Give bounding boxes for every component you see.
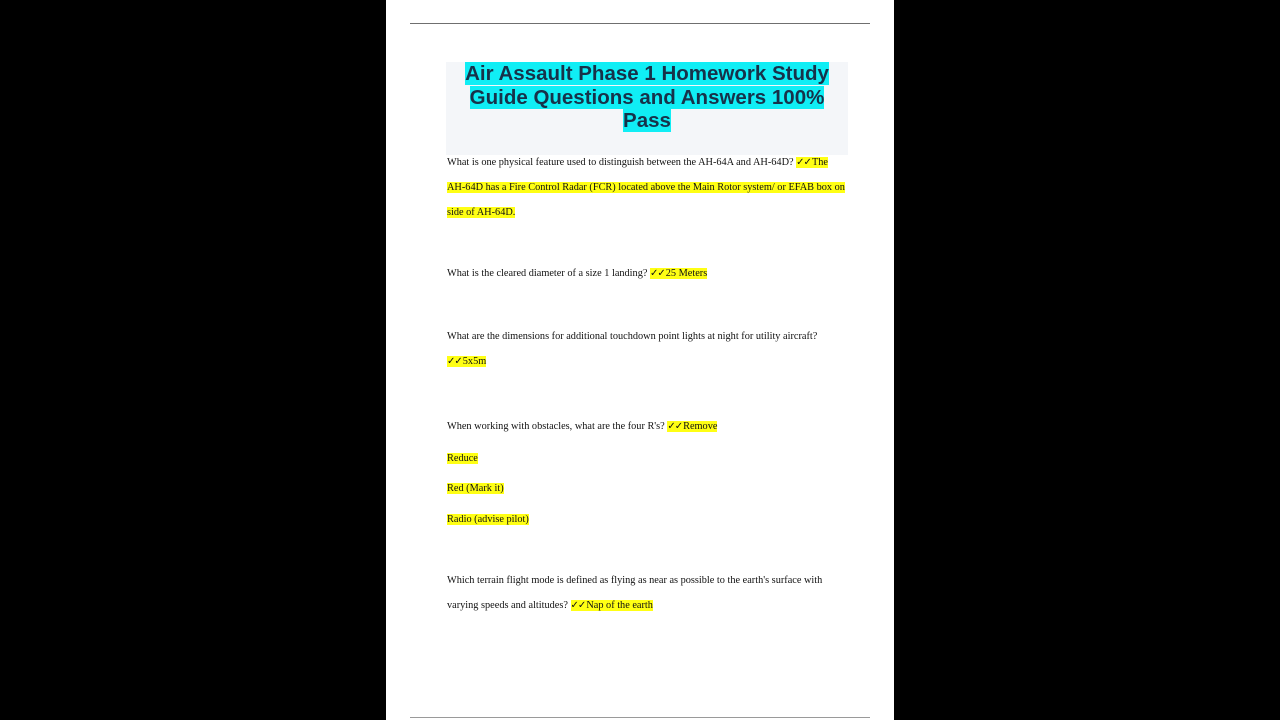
answer-text: The xyxy=(811,157,828,168)
answer-text: Reduce xyxy=(447,453,478,464)
question-text: What is the cleared diameter of a size 1 landing? xyxy=(447,268,648,279)
check-mark-icon: ✓✓ xyxy=(447,356,462,367)
answer-text: Nap of the earth xyxy=(586,600,653,611)
check-mark-icon: ✓✓ xyxy=(650,268,665,279)
answer-text: 5x5m xyxy=(462,356,487,367)
question-text: Which terrain flight mode is defined as flying as near as possible to the earth's surface with xyxy=(447,575,823,586)
document-title xyxy=(446,62,848,133)
footer-rule xyxy=(410,717,870,718)
question-text: varying speeds and altitudes? xyxy=(447,600,568,611)
answer-text: AH-64D has a Fire Control Radar (FCR) located above the Main Rotor system/ or EFAB box on xyxy=(447,182,845,193)
title-line-1: Air Assault Phase 1 Homework Study xyxy=(465,62,829,85)
answer-highlight xyxy=(650,268,707,279)
title-line-2: Guide Questions and Answers 100% xyxy=(469,85,825,109)
answer-text: 25 Meters xyxy=(665,268,708,279)
header-rule xyxy=(410,23,870,24)
question-text: What are the dimensions for additional touchdown point lights at night for utility aircraft? xyxy=(447,331,818,342)
title-line-3: Pass xyxy=(623,109,671,132)
answer-highlight xyxy=(571,600,653,611)
document-page xyxy=(386,0,894,720)
answer-highlight xyxy=(796,157,828,168)
question-text: What is one physical feature used to distinguish between the AH-64A and AH-64D? xyxy=(447,157,794,168)
title-box xyxy=(446,62,848,155)
answer-text: side of AH-64D. xyxy=(447,207,516,218)
check-mark-icon: ✓✓ xyxy=(570,600,586,611)
answer-highlight xyxy=(447,356,486,367)
answer-text: Red (Mark it) xyxy=(447,483,504,494)
answer-highlight xyxy=(667,421,717,432)
check-mark-icon: ✓✓ xyxy=(667,421,683,432)
question-text: When working with obstacles, what are the four R's? xyxy=(447,421,665,432)
answer-text: Radio (advise pilot) xyxy=(447,514,529,525)
answer-text: Remove xyxy=(683,421,718,432)
check-mark-icon: ✓✓ xyxy=(796,157,811,168)
